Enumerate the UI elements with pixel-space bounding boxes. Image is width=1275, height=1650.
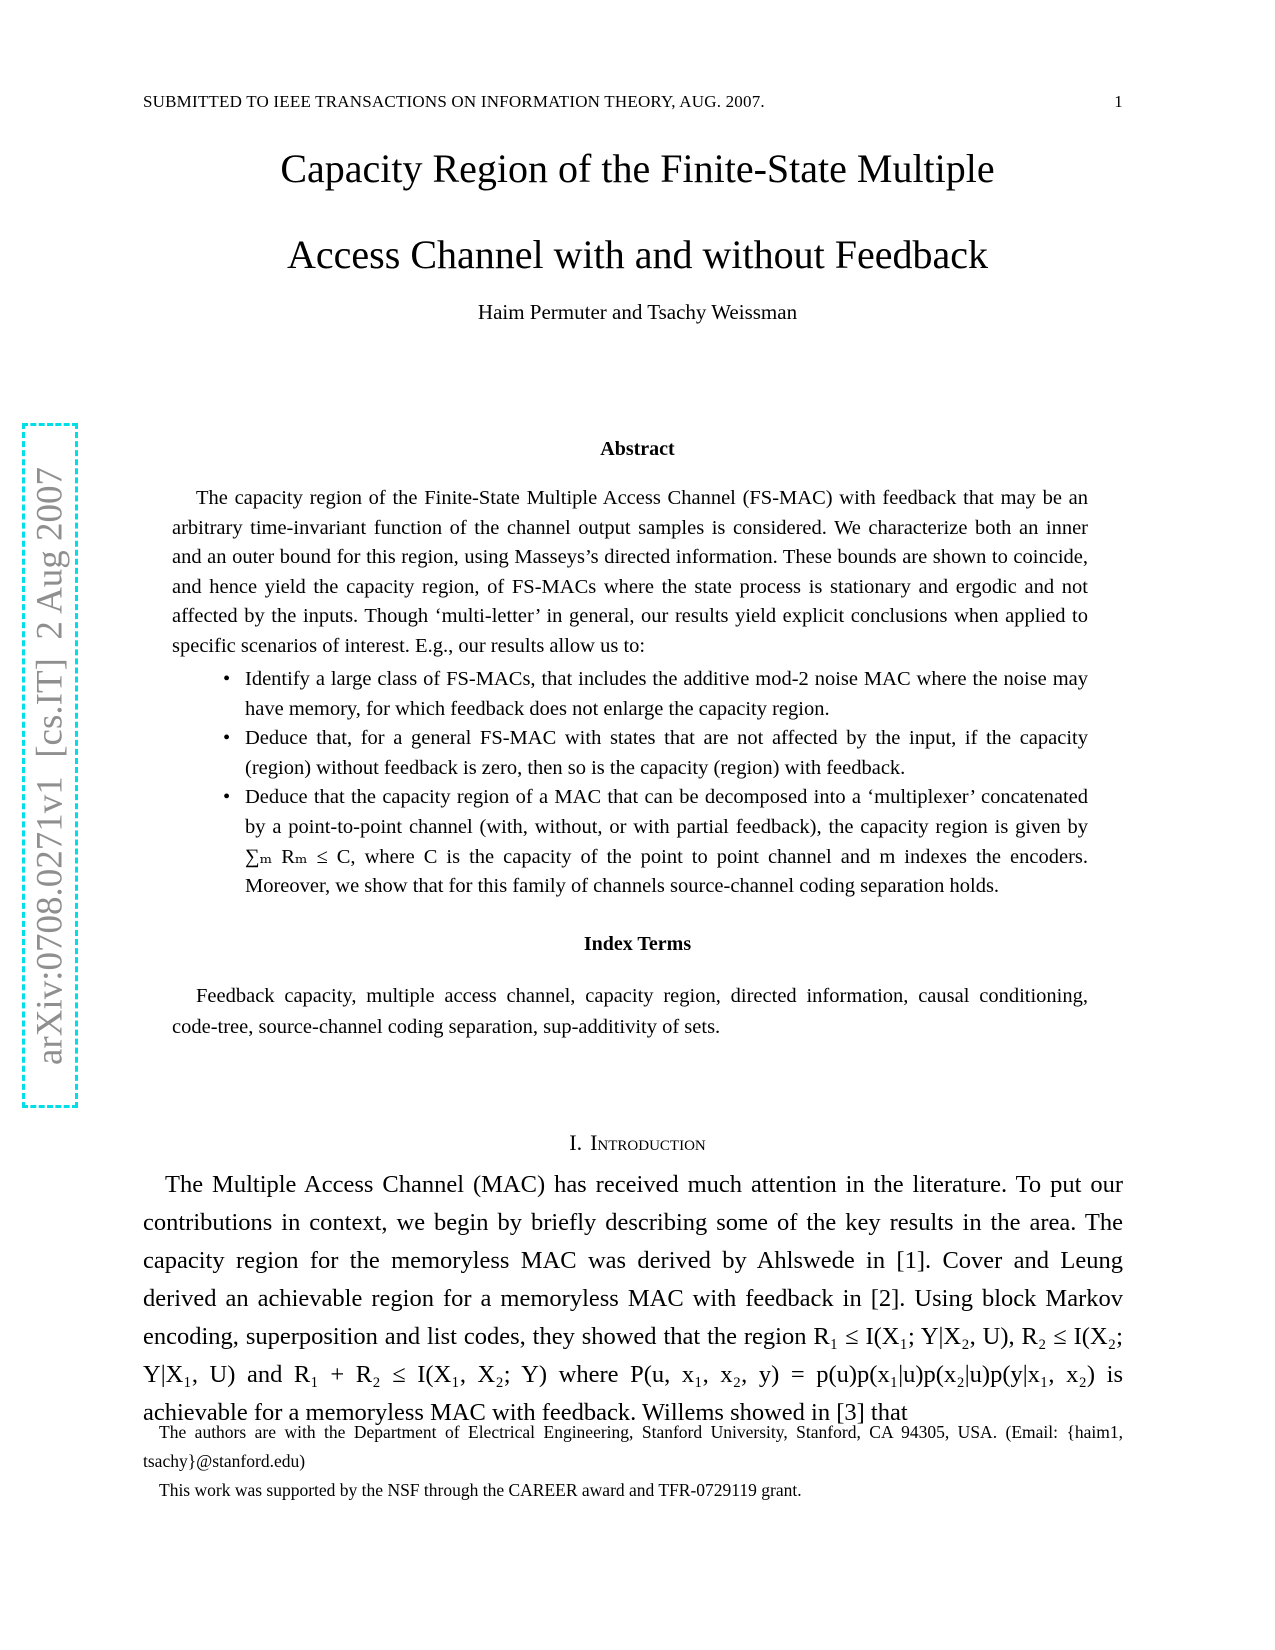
bullet-item: • Identify a large class of FS-MACs, that includes the additive mod-2 noise MAC where the noise may have memory, for which feedback does not enlarge the capacity region. [245,665,1088,724]
abstract-bullet-list [245,665,1088,902]
abstract-text: The capacity region of the Finite-State Multiple Access Channel (FS-MAC) with feedback that may be an arbitrary time-invariant function of the channel output samples is considered. We characterize both an inner and an outer bound for this region, using Masseys’s directed information. These bounds are shown to coincide, and hence yield the capacity region, of FS-MACs where the state process is stationary and ergodic and not affected by the inputs. Though ‘multi-letter’ in general, our results yield explicit conclusions when applied to specific scenarios of interest. E.g., our results allow us to: [172,487,1088,657]
section-title: Introduction [590,1130,706,1155]
running-title: SUBMITTED TO IEEE TRANSACTIONS ON INFORMATION THEORY, AUG. 2007. [143,92,765,111]
running-header [143,92,1123,112]
arxiv-stamp: arXiv:0708.0271v1 [cs.IT] 2 Aug 2007 [29,466,71,1065]
section-heading-introduction [0,1130,1275,1156]
index-terms-heading: Index Terms [583,933,692,955]
index-terms-text: Feedback capacity, multiple access channel, capacity region, directed information, causal conditioning, code-tree, source-channel coding separation, sup-additivity of sets. [172,985,1088,1038]
paper-title-line-2: Access Channel with and without Feedback [287,232,988,277]
paper-title-line-1: Capacity Region of the Finite-State Multiple [280,146,995,191]
authors-line: Haim Permuter and Tsachy Weissman [477,300,798,324]
bullet-item: • Deduce that the capacity region of a MAC that can be decomposed into a ‘multiplexer’ concatenated by a point-to-point channel (with, without, or with partial feedback), the capacity region is given by ∑ₘ Rₘ ≤ C, where C is the capacity of the point to point channel and m indexes the encoders. Moreover, we show that for this family of channels source-channel coding separation holds. [245,783,1088,901]
arxiv-stamp-border [22,423,78,1108]
section-number: I. [569,1130,583,1155]
abstract-heading: Abstract [600,438,675,460]
footnote-block [143,1418,1123,1505]
paper-title [120,126,1155,298]
intro-paragraph: The Multiple Access Channel (MAC) has received much attention in the literature. To put our contributions in context, we begin by briefly describing some of the key results in the area. The capacity region for the memoryless MAC was derived by Ahlswede in [1]. Cover and Leung derived an achievable region for a memoryless MAC with feedback in [2]. Using block Markov encoding, superposition and list codes, they showed that the region R₁ ≤ I(X₁; Y|X₂, U), R₂ ≤ I(X₂; Y|X₁, U) and R₁ + R₂ ≤ I(X₁, X₂; Y) where P(u, x₁, x₂, y) = p(u)p(x₁|u)p(x₂|u)p(y|x₁, x₂) is achievable for a memoryless MAC with feedback. Willems showed in [3] that [143,1171,1123,1426]
page-number: 1 [1114,92,1123,111]
footnote-funding: This work was supported by the NSF through the CAREER award and TFR-0729119 grant. [159,1480,802,1500]
footnote-authors: The authors are with the Department of Electrical Engineering, Stanford University, Stanford, CA 94305, USA. (Email: {haim1, tsachy}@stanford.edu) [143,1422,1123,1471]
bullet-item: • Deduce that, for a general FS-MAC with states that are not affected by the input, if the capacity (region) without feedback is zero, then so is the capacity (region) with feedback. [245,724,1088,783]
